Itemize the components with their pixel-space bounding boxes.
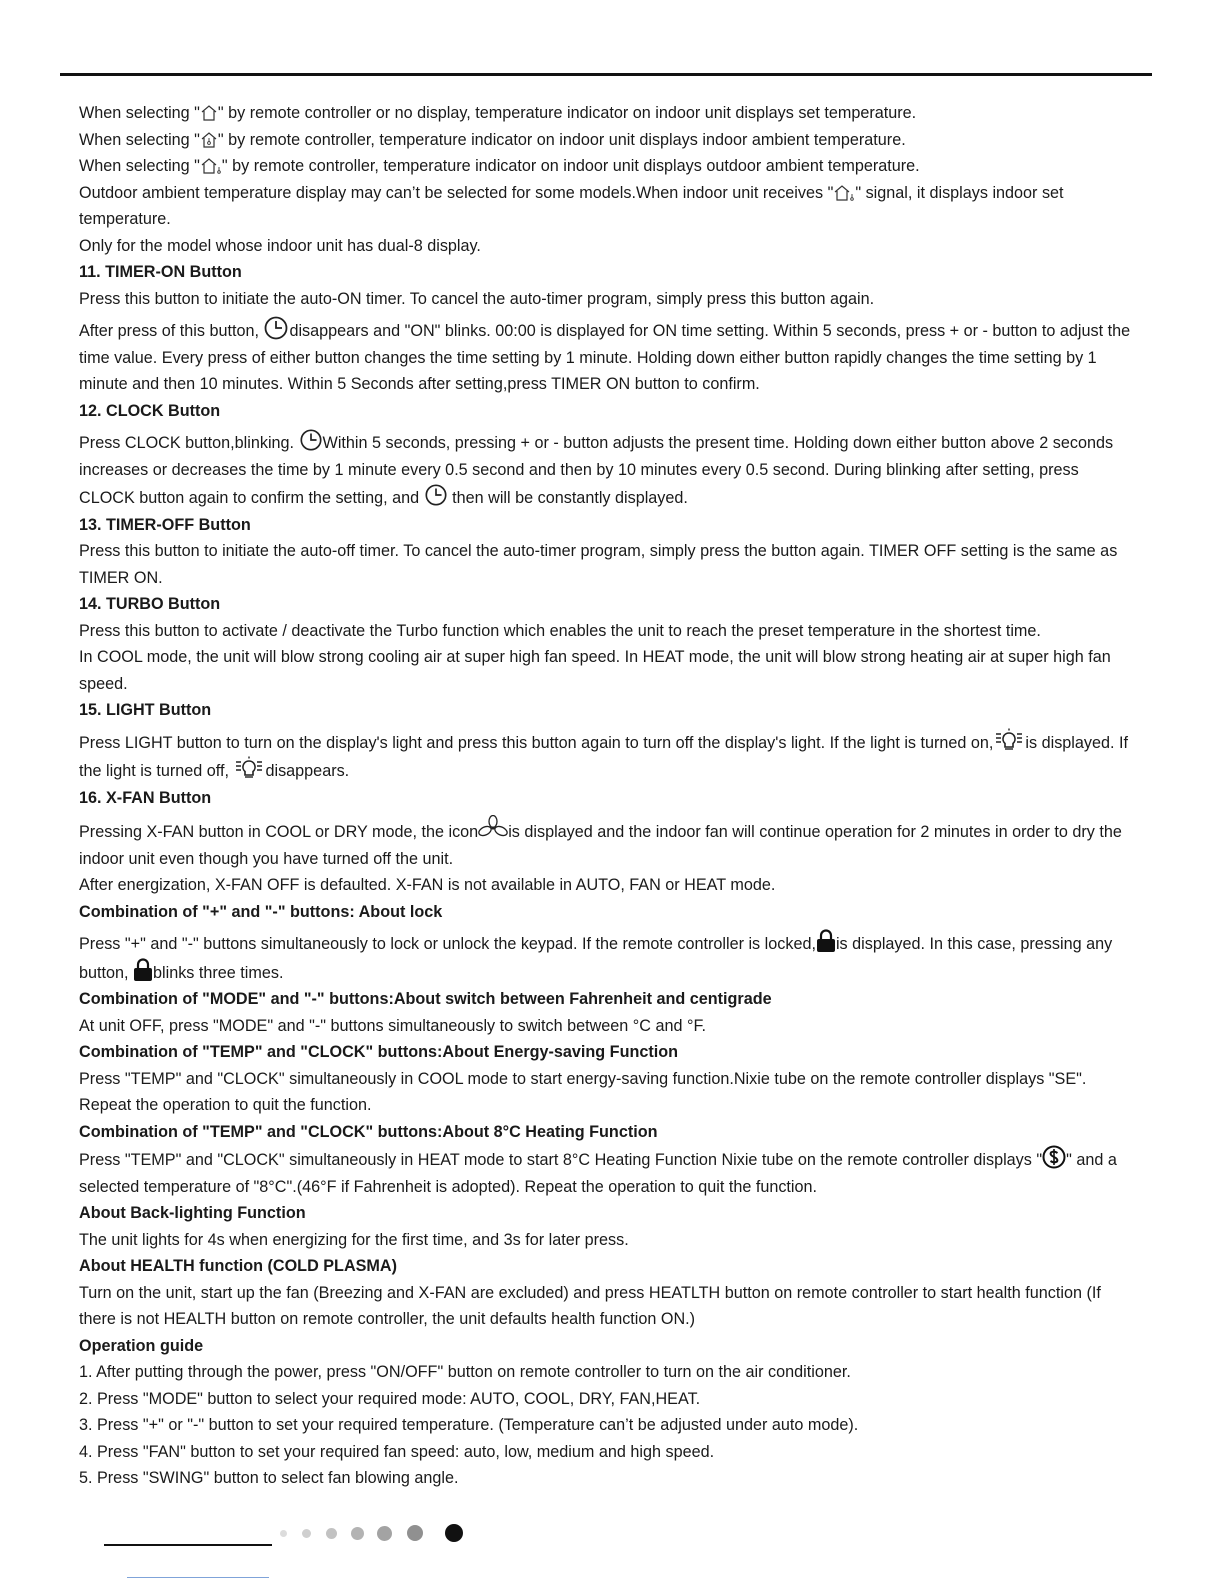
clock-icon <box>299 428 323 452</box>
text: " by remote controller, temperature indicator on indoor unit displays outdoor ambient temperature. <box>221 157 920 175</box>
list-item: 5. Press "SWING" button to select fan blowing angle. <box>79 1469 459 1487</box>
section-heading: Operation guide <box>79 1336 204 1355</box>
house-outdoor-icon <box>200 157 222 175</box>
dot <box>302 1529 311 1538</box>
paragraph <box>79 728 1131 785</box>
section-heading: 14. TURBO Button <box>79 595 221 613</box>
list-item: 4. Press "FAN" button to set your required fan speed: auto, low, medium and high speed. <box>79 1442 715 1461</box>
paragraph <box>79 1145 1131 1200</box>
paragraph: In COOL mode, the unit will blow strong cooling air at super high fan speed. In HEAT mode, the unit will blow strong heating air at super high fan speed. <box>79 648 1111 693</box>
text: disappears and "ON" blinks. 00:00 is displayed for ON time setting. Within 5 seconds, press + or - button to adjust the time value. Every press of either button changes the time setting by 1 minute. Holding down either button rapidly changes the time setting by 1 minute and then 10 minutes. Within 5 Seconds after setting,press TIMER ON button to confirm. <box>79 322 1131 393</box>
paragraph: Turn on the unit, start up the fan (Breezing and X-FAN are excluded) and press HEATLTH button on remote controller to start health function (If there is not HEALTH button on remote controller, the unit defaults health function ON.) <box>79 1283 1101 1328</box>
text: Press LIGHT button to turn on the display's light and press this button again to turn off the display's light. If the light is turned on, <box>79 733 994 752</box>
house-indoor-icon <box>200 131 218 149</box>
text: " by remote controller, temperature indicator on indoor unit displays indoor ambient temperature. <box>217 130 906 149</box>
text: disappears. <box>265 762 350 780</box>
paragraph: Press this button to activate / deactivate the Turbo function which enables the unit to reach the preset temperature in the shortest time. <box>79 621 1041 640</box>
paragraph <box>79 428 1131 512</box>
list-item: 2. Press "MODE" button to select your required mode: AUTO, COOL, DRY, FAN,HEAT. <box>79 1389 701 1408</box>
lock-icon <box>816 929 836 953</box>
paragraph <box>79 180 1131 233</box>
light-icon <box>993 728 1025 752</box>
dot <box>351 1527 364 1540</box>
link-rule <box>127 1577 269 1578</box>
text: Outdoor ambient temperature display may can’t be selected for some models.When indoor unit receives " <box>79 183 834 202</box>
text: Press "TEMP" and "CLOCK" simultaneously in HEAT mode to start 8°C Heating Function Nixie tube on the remote controller displays " <box>79 1151 1043 1169</box>
section-heading: About HEALTH function (COLD PLASMA) <box>79 1257 397 1275</box>
section-heading: Combination of "TEMP" and "CLOCK" buttons:About Energy-saving Function <box>79 1043 679 1061</box>
paragraph <box>79 316 1131 398</box>
footer-rule <box>104 1544 272 1546</box>
house-outdoor-icon <box>833 184 855 202</box>
section-heading: 16. X-FAN Button <box>79 788 212 807</box>
text: is displayed and the indoor fan will continue operation for 2 minutes in order to dry the indoor unit even though you have turned off the unit. <box>79 823 1122 868</box>
clock-icon <box>263 316 289 340</box>
text: When selecting " <box>79 157 200 175</box>
page-content <box>79 100 1131 1492</box>
list-item: 3. Press "+" or "-" button to set your required temperature. (Temperature can’t be adjusted under auto mode). <box>79 1416 859 1434</box>
text: Pressing X-FAN button in COOL or DRY mode, the icon <box>79 823 479 841</box>
paragraph <box>79 153 1131 180</box>
text: then will be constantly displayed. <box>447 489 688 507</box>
text: " and a selected temperature of "8°C".(46°F if Fahrenheit is adopted). Repeat the operation to quit the function. <box>79 1151 1117 1196</box>
text: When selecting " <box>79 130 200 149</box>
text: is displayed. In this case, pressing any button, <box>79 935 1113 982</box>
fan-icon <box>478 815 508 841</box>
dot <box>407 1525 423 1541</box>
paragraph: Press this button to initiate the auto-ON timer. To cancel the auto-timer program, simply press this button again. <box>79 289 875 308</box>
text: When selecting " <box>79 104 200 122</box>
dot <box>377 1526 392 1541</box>
text: " signal, it displays indoor set temperature. <box>79 183 1064 228</box>
section-heading: About Back-lighting Function <box>79 1204 306 1222</box>
paragraph: The unit lights for 4s when energizing for the first time, and 3s for later press. <box>79 1230 629 1249</box>
header-rule <box>60 73 1152 76</box>
section-heading: Combination of "TEMP" and "CLOCK" buttons:About 8°C Heating Function <box>79 1122 658 1141</box>
paragraph <box>79 815 1131 872</box>
paragraph <box>79 929 1131 986</box>
paragraph: Press "TEMP" and "CLOCK" simultaneously in COOL mode to start energy-saving function.Nixie tube on the remote controller displays "SE". Repeat the operation to quit the function. <box>79 1069 1087 1114</box>
text: After press of this button, <box>79 322 264 340</box>
list-item: 1. After putting through the power, press "ON/OFF" button on remote controller to turn on the air conditioner. <box>79 1363 851 1381</box>
heating-8c-icon <box>1042 1145 1066 1169</box>
section-heading: 11. TIMER-ON Button <box>79 263 242 281</box>
text: Press "+" and "-" buttons simultaneously to lock or unlock the keypad. If the remote controller is locked, <box>79 935 816 953</box>
light-icon <box>233 756 265 780</box>
text: is displayed. If the light is turned off, <box>79 733 1128 780</box>
clock-icon <box>424 483 448 507</box>
text: Within 5 seconds, pressing + or - button adjusts the present time. Holding down either button above 2 seconds increases or decreases the time by 1 minute every 0.5 second and then by 10 minutes every 0.5 second. During blinking after setting, press CLOCK button again to confirm the setting, and <box>79 434 1114 507</box>
paragraph: After energization, X-FAN OFF is defaulted. X-FAN is not available in AUTO, FAN or HEAT mode. <box>79 876 776 894</box>
lock-icon <box>133 958 153 982</box>
paragraph <box>79 127 1131 154</box>
dot <box>280 1530 287 1537</box>
text: Press CLOCK button,blinking. <box>79 434 299 452</box>
section-heading: Combination of "+" and "-" buttons: About lock <box>79 902 443 921</box>
dot <box>445 1524 463 1542</box>
paragraph <box>79 100 1131 127</box>
section-heading: Combination of "MODE" and "-" buttons:About switch between Fahrenheit and centigrade <box>79 990 772 1008</box>
paragraph: Only for the model whose indoor unit has dual-8 display. <box>79 236 481 255</box>
text: blinks three times. <box>153 963 284 982</box>
paragraph: Press this button to initiate the auto-off timer. To cancel the auto-timer program, simply press the button again. TIMER OFF setting is the same as TIMER ON. <box>79 542 1118 587</box>
text: " by remote controller or no display, temperature indicator on indoor unit displays set temperature. <box>217 104 917 122</box>
section-heading: 15. LIGHT Button <box>79 701 212 719</box>
section-heading: 13. TIMER-OFF Button <box>79 515 251 534</box>
paragraph: At unit OFF, press "MODE" and "-" buttons simultaneously to switch between °C and °F. <box>79 1016 707 1035</box>
house-icon <box>200 104 218 122</box>
dot <box>326 1528 337 1539</box>
section-heading: 12. CLOCK Button <box>79 401 221 420</box>
